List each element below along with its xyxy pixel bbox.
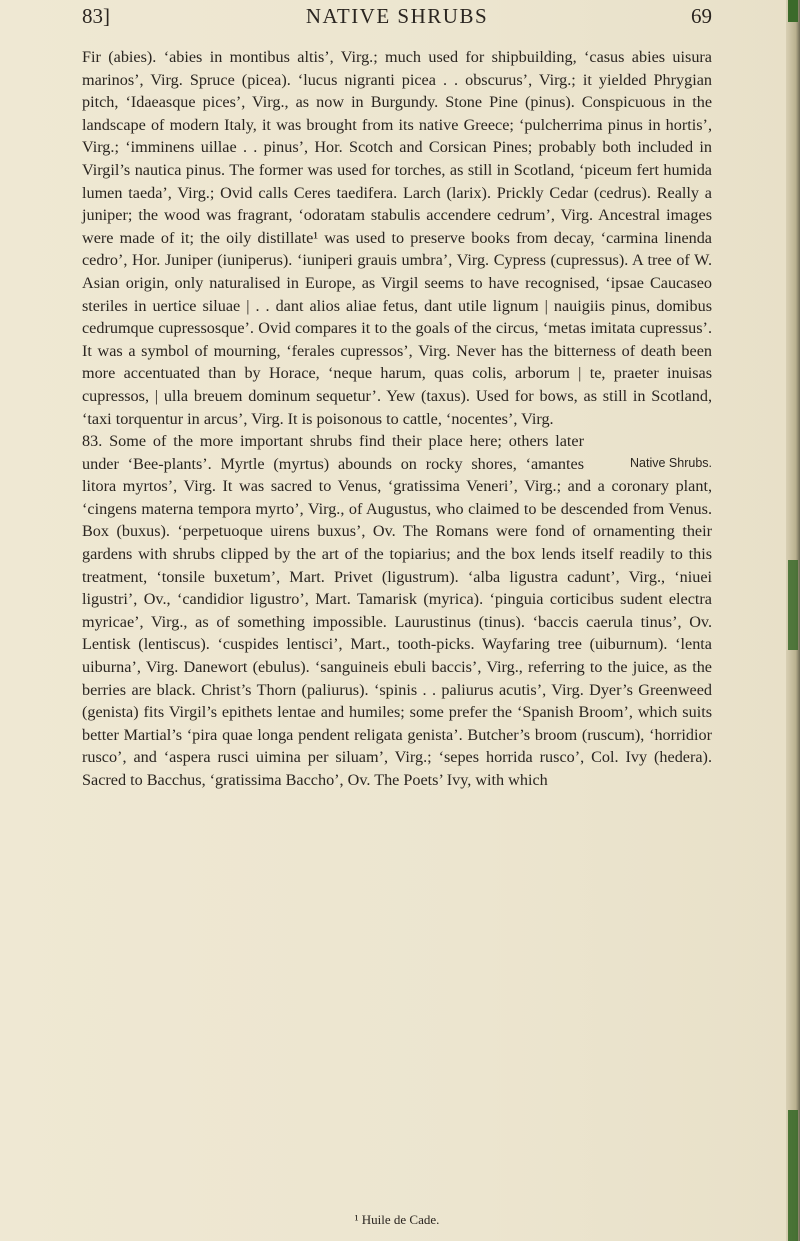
body-text [82,46,712,792]
page-title: NATIVE SHRUBS [305,4,489,28]
footnote: ¹ Huile de Cade. [354,1212,440,1227]
edge-mark [788,560,798,650]
paragraph-shrubs-text: Some of the more important shrubs find their place here; others later under ‘Bee-plants’. Myrtle (myrtus) abounds on rocky shores, ‘amantes litora myrtos’, Virg. It was sacred to Venus, ‘gratissima Veneri’, Virg.; and a coronary plant, ‘cingens materna tempora myrto’, Virg., of Augustus, who claimed to be descended from Venus. Box (buxus). ‘perpetuoque uirens buxus’, Ov. The Romans were fond of ornamenting their gardens with shrubs clipped by the art of the topiarius; and the box lends itself readily to this treatment, ‘tonsile buxetum’, Mart. Privet (ligustrum). ‘alba ligustra cadunt’, Virg., ‘niuei ligustri’, Ov., ‘candidior ligustro’, Mart. Tamarisk (myrica). ‘pinguia corticibus sudent electra myricae’, Virg., as of something impossible. Laurustinus (tinus). ‘baccis caerula tinus’, Ov. Lentisk (lentiscus). ‘cuspides lentisci’, Mart., tooth-picks. Wayfaring tree (uiburnum). ‘lenta uiburna’, Virg. Danewort (ebulus). ‘sanguineis ebuli baccis’, Virg., referring to the juice, as the berries are black. Christ’s Thorn (paliurus). ‘spinis . . paliurus acutis’, Virg. Dyer’s Greenweed (genista) fits Virgil’s epithets lentae and humiles; some prefer the ‘Spanish Broom’, which suits better Martial’s ‘pira quae longa pendent religata genista’. Butcher’s broom (ruscum), ‘horridior rusco’, and ‘aspera rusci uimina per siluam’, Virg.; ‘sepes horrida rusco’, Col. Ivy (hedera). Sacred to Bacchus, ‘gratissima Baccho’, Ov. The Poets’ Ivy, with which [82,432,712,789]
edge-mark [788,1110,798,1241]
page-edge [786,0,800,1241]
margin-note: Native Shrubs. [630,456,712,471]
paragraph-trees: Fir (abies). ‘abies in montibus altis’, Virg.; much used for shipbuilding, ‘casus abies uisura marinos’, Virg. Spruce (picea). ‘lucus nigranti picea . . obscurus’, Virg.; it yielded Phrygian pitch, ‘Idaeasque pices’, Virg., as now in Burgundy. Stone Pine (pinus). Conspicuous in the landscape of modern Italy, it was brought from its native Greece; ‘pulcherrima pinus in hortis’, Virg.; ‘imminens uillae . . pinus’, Hor. Scotch and Corsican Pines; probably both included in Virgil’s nautica pinus. The former was used for torches, as still in Scotland, ‘piceum fert humida lumen taeda’, Virg.; Ovid calls Ceres taedifera. Larch (larix). Prickly Cedar (cedrus). Really a juniper; the wood was fragrant, ‘odoratam stabulis accendere cedrum’, Virg. Ancestral images were made of it; the oily distillate¹ was used to preserve books from decay, ‘carmina linenda cedro’, Hor. Juniper (iuniperus). ‘iuniperi grauis umbra’, Virg. Cypress (cupressus). A tree of W. Asian origin, only naturalised in Europe, as Virgil seems to have recognised, ‘ipsae Caucaseo steriles in uertice siluae | . . dant alios aliae fetus, dant utile lignum | nauigiis pinus, domibus cedrumque cupressosque’. Ovid compares it to the goals of the circus, ‘metas imitata cupressus’. It was a symbol of mourning, ‘ferales cupressos’, Virg. Never has the bitterness of death been more accentuated than by Horace, ‘neque harum, quas colis, arborum | te, praeter inuisas cupressos, | ulla breuem dominum sequetur’. Yew (taxus). Used for bows, as still in Scotland, ‘taxi torquentur in arcus’, Virg. It is poisonous to cattle, ‘nocentes’, Virg. [82,48,712,428]
paragraph-shrubs [82,430,712,792]
section-number: 83. [82,432,103,451]
edge-mark [788,0,798,22]
section-ref: 83] [82,4,110,28]
page-number: 69 [691,4,712,28]
running-header [82,0,712,40]
